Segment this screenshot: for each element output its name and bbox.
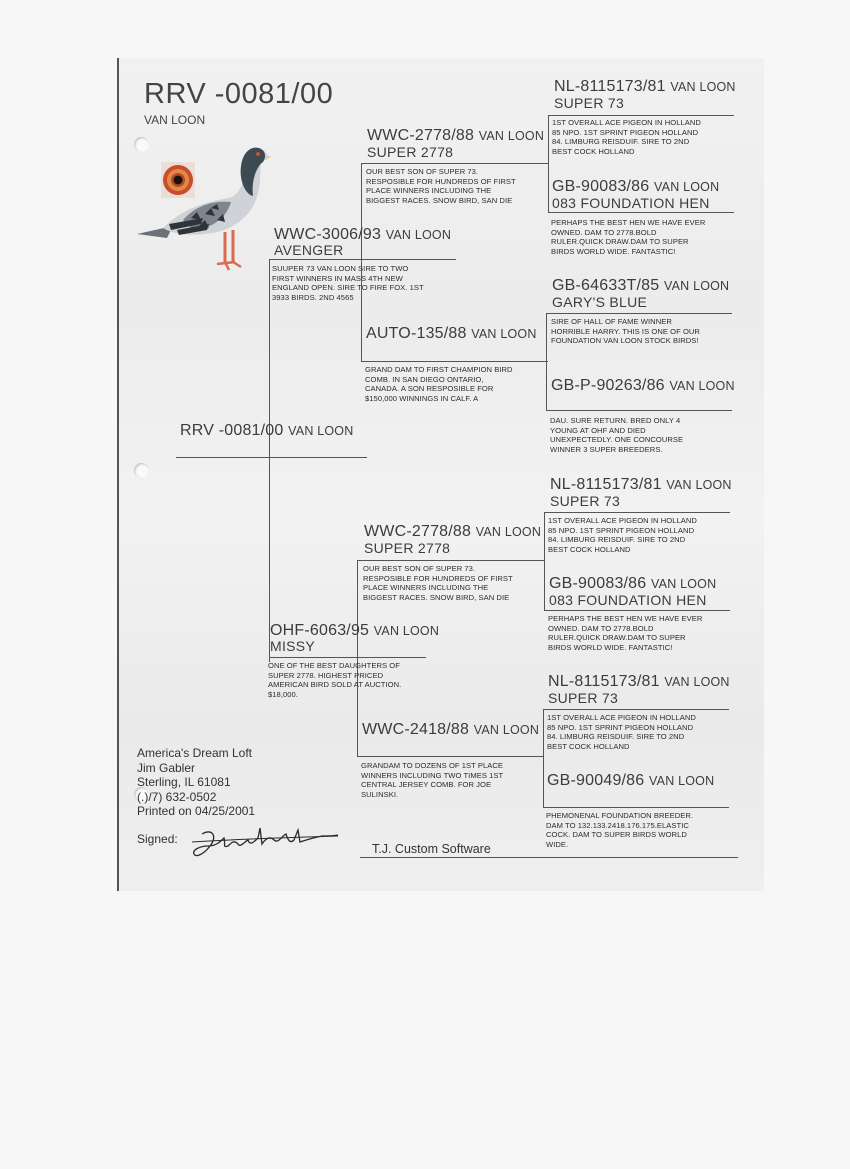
signed-label: Signed:: [137, 832, 178, 846]
gen2-suffix: VAN LOON: [471, 327, 537, 341]
gen3-notes: SIRE OF HALL OF FAME WINNER HORRIBLE HARRY. THIS IS ONE OF OUR FOUNDATION VAN LOON STOCK BIRDS!: [551, 317, 700, 346]
gen2-line-3: [357, 560, 544, 561]
gen2-band: WWC-2778/88: [367, 127, 475, 144]
gen3-entry-5: [550, 476, 732, 494]
gen3-entry-3: [552, 277, 729, 295]
gen3-line-3: [546, 313, 732, 314]
gen3-notes: PERHAPS THE BEST HEN WE HAVE EVER OWNED. DAM TO 2778.BOLD RULER.QUICK DRAW.DAM TO SUPER BIRDS WORLD WIDE. FANTASTIC!: [548, 614, 703, 652]
dam-line: [269, 657, 426, 658]
owner-name: Jim Gabler: [137, 760, 196, 775]
gen3-suffix: VAN LOON: [670, 80, 736, 94]
loft-name: America's Dream Loft: [137, 746, 252, 760]
gen2-name: SUPER 2778: [364, 540, 451, 556]
gen2-notes: GRAND DAM TO FIRST CHAMPION BIRD COMB. IN SAN DIEGO ONTARIO, CANADA. A SON RESPOSIBLE FOR $150,000 WINNINGS IN CALF. A: [365, 365, 513, 403]
gen3-entry-1: [554, 78, 736, 96]
gen2-suffix: VAN LOON: [473, 723, 540, 737]
dam-suffix: VAN LOON: [373, 624, 440, 638]
gen2-vertical-3: [544, 512, 545, 610]
gen3-band: GB-P-90263/86: [551, 377, 665, 394]
dam-name: MISSY: [270, 638, 316, 654]
gen2-vertical-1: [548, 115, 549, 212]
gen3-band: NL-8115173/81: [550, 476, 662, 493]
gen2-band: WWC-2778/88: [364, 523, 472, 540]
gen2-name: SUPER 2778: [367, 144, 454, 160]
gen2-notes: GRANDAM TO DOZENS OF 1ST PLACE WINNERS INCLUDING TWO TIMES 1ST CENTRAL JERSEY COMB. FOR JOE SULINSKI.: [361, 761, 504, 799]
gen2-line-1: [361, 163, 548, 164]
gen3-suffix: VAN LOON: [649, 774, 715, 788]
sire-name: AVENGER: [274, 242, 344, 258]
dam-vertical: [357, 560, 358, 756]
gen3-suffix: VAN LOON: [651, 577, 717, 591]
gen3-notes: 1ST OVERALL ACE PIGEON IN HOLLAND 85 NPO. 1ST SPRINT PIGEON HOLLAND 84. LIMBURG REISDUIF. SIRE TO 2ND BEST COCK HOLLAND: [547, 713, 696, 751]
gen3-suffix: VAN LOON: [666, 478, 732, 492]
gen2-suffix: VAN LOON: [478, 129, 545, 143]
gen3-line-2: [548, 212, 734, 213]
gen2-entry-1: [367, 127, 544, 145]
gen3-name: GARY'S BLUE: [552, 294, 648, 310]
gen3-band: NL-8115173/81: [554, 78, 666, 95]
phone-line: (.)/7) 632-0502: [137, 789, 217, 804]
gen2-entry-2: [366, 325, 537, 343]
subject-suffix: VAN LOON: [288, 424, 354, 438]
handwritten-signature: [182, 824, 342, 864]
gen2-notes: OUR BEST SON OF SUPER 73. RESPOSIBLE FOR HUNDREDS OF FIRST PLACE WINNERS INCLUDING THE BIGGEST RACES. SNOW BIRD, SAN DIE: [363, 564, 513, 602]
gen3-band: NL-8115173/81: [548, 673, 660, 690]
gen3-notes: PHEMONENAL FOUNDATION BREEDER. DAM TO 132.133.2418.176.175.ELASTIC COCK. DAM TO SUPER BIRDS WORLD WIDE.: [546, 811, 694, 849]
gen3-entry-4: [551, 377, 735, 395]
sire-band: WWC-3006/93: [274, 226, 382, 243]
header-strain: VAN LOON: [144, 113, 206, 127]
gen3-band: GB-90049/86: [547, 772, 645, 789]
sire-notes: SUUPER 73 VAN LOON SIRE TO TWO FIRST WINNERS IN MASS 4TH NEW ENGLAND OPEN. SIRE TO FIRE FOX. 1ST 3933 BIRDS. 2ND 4565: [272, 264, 424, 302]
sire-suffix: VAN LOON: [385, 228, 452, 242]
gen2-entry-3: [364, 523, 541, 541]
subject-band: RRV -0081/00: [180, 422, 284, 439]
printed-date: Printed on 04/25/2001: [137, 804, 256, 818]
gen3-notes: DAU. SURE RETURN. BRED ONLY 4 YOUNG AT OHF AND DIED UNEXPECTEDLY. ONE CONCOURSE WINNER 3 SUPER BREEDERS.: [550, 416, 684, 454]
gen3-notes: 1ST OVERALL ACE PIGEON IN HOLLAND 85 NPO. 1ST SPRINT PIGEON HOLLAND 84. LIMBURG REISDUIF. SIRE TO 2ND BEST COCK HOLLAND: [548, 516, 697, 554]
trunk-vertical: [269, 259, 270, 662]
gen3-line-8: [543, 807, 729, 808]
gen3-band: GB-90083/86: [552, 178, 650, 195]
gen2-band: AUTO-135/88: [366, 325, 467, 342]
gen2-entry-4: [362, 721, 539, 739]
gen2-band: WWC-2418/88: [362, 721, 470, 738]
subject-entry: [180, 422, 353, 440]
gen3-name: 083 FOUNDATION HEN: [552, 195, 710, 211]
gen2-vertical-2: [546, 313, 547, 410]
gen3-name: 083 FOUNDATION HEN: [549, 592, 707, 608]
subject-line: [176, 457, 367, 458]
gen3-suffix: VAN LOON: [664, 279, 730, 293]
gen3-suffix: VAN LOON: [669, 379, 735, 393]
footer-contact: [137, 746, 255, 819]
gen3-name: SUPER 73: [548, 690, 619, 706]
software-credit: T.J. Custom Software: [372, 842, 491, 856]
gen3-suffix: VAN LOON: [664, 675, 730, 689]
gen3-entry-7: [548, 673, 730, 691]
gen3-line-4: [546, 410, 732, 411]
dam-notes: ONE OF THE BEST DAUGHTERS OF SUPER 2778. HIGHEST PRICED AMERICAN BIRD SOLD AT AUCTION. $18,000.: [268, 661, 402, 699]
dam-band: OHF-6063/95: [270, 622, 370, 639]
gen2-line-4: [357, 756, 544, 757]
gen3-line-6: [544, 610, 730, 611]
gen3-entry-2: [552, 178, 719, 196]
punch-hole-middle: [134, 463, 149, 478]
footer-line: [360, 857, 738, 858]
gen3-band: GB-90083/86: [549, 575, 647, 592]
gen3-entry-8: [547, 772, 714, 790]
header-band: RRV -0081/00: [144, 78, 334, 110]
gen3-suffix: VAN LOON: [654, 180, 720, 194]
sire-vertical: [361, 163, 362, 361]
gen3-name: SUPER 73: [550, 493, 621, 509]
pigeon-illustration: [133, 140, 273, 280]
sire-line: [269, 259, 456, 260]
gen3-band: GB-64633T/85: [552, 277, 660, 294]
gen3-entry-6: [549, 575, 716, 593]
gen3-name: SUPER 73: [554, 95, 625, 111]
gen2-suffix: VAN LOON: [475, 525, 542, 539]
gen2-notes: OUR BEST SON OF SUPER 73. RESPOSIBLE FOR HUNDREDS OF FIRST PLACE WINNERS INCLUDING THE BIGGEST RACES. SNOW BIRD, SAN DIE: [366, 167, 516, 205]
gen2-line-2: [361, 361, 548, 362]
gen2-vertical-4: [543, 709, 544, 807]
gen3-notes: 1ST OVERALL ACE PIGEON IN HOLLAND 85 NPO. 1ST SPRINT PIGEON HOLLAND 84. LIMBURG REISDUIF. SIRE TO 2ND BEST COCK HOLLAND: [552, 118, 701, 156]
gen3-notes: PERHAPS THE BEST HEN WE HAVE EVER OWNED. DAM TO 2778.BOLD RULER.QUICK DRAW.DAM TO SUPER BIRDS WORLD WIDE. FANTASTIC!: [551, 218, 706, 256]
gen3-line-5: [544, 512, 730, 513]
gen3-line-1: [548, 115, 734, 116]
city-line: Sterling, IL 61081: [137, 775, 231, 789]
gen3-line-7: [543, 709, 729, 710]
